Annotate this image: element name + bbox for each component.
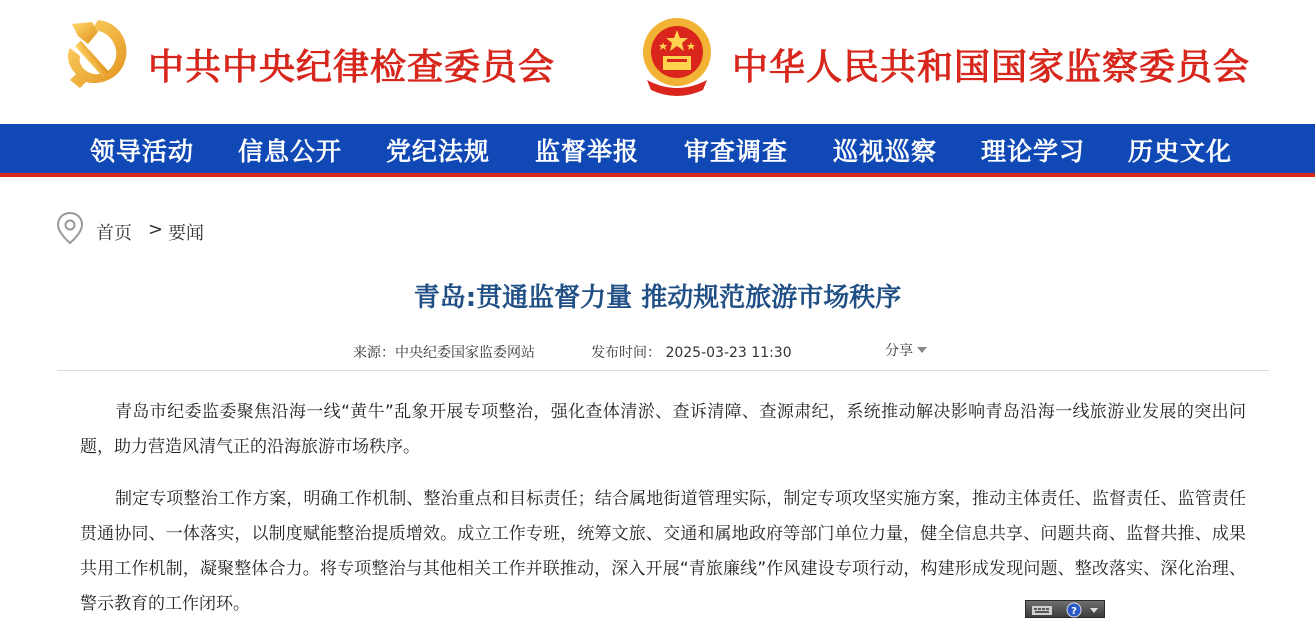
location-pin-icon (56, 211, 84, 245)
nav-item-inspection[interactable]: 巡视巡察 (833, 137, 938, 166)
share-label: 分享 (885, 343, 913, 359)
article-paragraph: 制定专项整治工作方案，明确工作机制、整治重点和目标责任；结合属地街道管理实际，制定专项攻坚实施方案，推动主体责任、监督责任、监管责任贯通协同、一体落实，以制度赋能整治提质增效。成立工作专班，统筹文旅、交通和属地政府等部门单位力量，健全信息共享、问题共商、监督共推、成果共用工作机制，凝聚整体合力。将专项整治与其他相关工作并联推动，深入开展“青旅廉线”作风建设专项行动，构建形成发现问题、整改落实、深化治理、警示教育的工作闭环。 (80, 489, 1246, 614)
nav-item-history[interactable]: 历史文化 (1128, 137, 1233, 166)
masthead (0, 0, 1315, 124)
article-paragraph: 青岛市纪委监委聚焦沿海一线“黄牛”乱象开展专项整治，强化查体清淤、查诉清障、查源肃纪，系统推动解决影响青岛沿海一线旅游业发展的突出问题，助力营造风清气正的沿海旅游市场秩序。 (80, 402, 1246, 457)
nav-item-leadership[interactable]: 领导活动 (90, 137, 195, 166)
share-button[interactable] (885, 340, 927, 360)
nav-item-information[interactable]: 信息公开 (238, 137, 343, 166)
keyboard-icon[interactable] (1026, 601, 1106, 618)
nav-item-theory[interactable]: 理论学习 (981, 137, 1086, 166)
meta-divider (57, 370, 1269, 371)
article-source: 来源：中央纪委国家监委网站 (353, 345, 535, 361)
party-emblem-icon (58, 14, 134, 90)
svg-text:?: ? (1071, 606, 1077, 617)
breadcrumb-home-link[interactable]: 首页 (96, 223, 132, 244)
national-emblem-icon (637, 14, 717, 96)
commission-name: 中共中央纪律检查委员会 (148, 46, 556, 88)
nav-item-regulations[interactable]: 党纪法规 (386, 137, 491, 166)
supervision-commission-name: 中华人民共和国国家监察委员会 (732, 46, 1251, 88)
nav-item-investigation[interactable]: 审查调查 (684, 137, 789, 166)
chevron-down-icon (917, 347, 927, 353)
article-title: 青岛:贯通监督力量 推动规范旅游市场秩序 (413, 283, 902, 313)
nav-accent-stripe (0, 173, 1315, 177)
main-nav (0, 124, 1315, 173)
input-toolbar[interactable] (1025, 600, 1105, 618)
nav-item-report[interactable]: 监督举报 (535, 137, 640, 166)
breadcrumb-current[interactable]: 要闻 (168, 223, 204, 244)
breadcrumb-separator: > (148, 219, 164, 240)
article-publish-time: 发布时间： 2025-03-23 11:30 (591, 345, 792, 361)
